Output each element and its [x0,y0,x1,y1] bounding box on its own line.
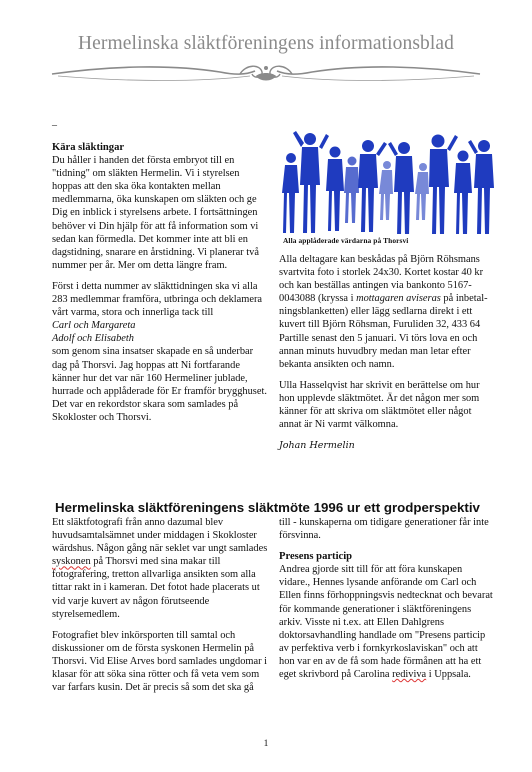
article-right-column [279,516,494,689]
page-number: 1 [263,739,269,749]
right-paragraph-2: Ulla Hasselqvist har skrivit en berättelse om hur hon upplevde släktmötet. Är det någon mer som känner för att skriva om släktmötet eller något annat är Ni varmt välkomna. [279,379,480,431]
intro-heading: Kära släktingar [52,142,125,153]
article-paragraph-2: Fotografiet blev inkörsporten till samtal och diskussioner om de första syskonen Hermelin på Thorsvi. Vid Elise Arves bord samlades ungdomar i klasar för att söka sina rötter och få veta vem som var farfars kusin. Det är precis så som det ska gå [52,629,268,694]
photo-caption: Alla applåderade värdarna på Thorsvi [283,236,409,245]
intro-column [52,141,267,424]
article-left-column [52,516,268,702]
subheading-presens-particip: Presens particip [279,551,353,563]
article-paragraph-1: Ett släktfotografi från anno dazumal blev huvudsamtalsämnet under middagen i Skokloster wärdshus. Någon gång när seklet var ungt samlades syskonen på Thorsvi med sina makar till fotografering, tretton allvarliga ansikten som alla tittar rakt in i kameran. Det fotot hade placerats ut vid varje kuvert av någon förutseende styrelsemedlem. [52,517,268,620]
intro-paragraph-2: Först i detta nummer av släkttidningen ska vi alla 283 medlemmar framföra, utbringa och deklamera vårt varma, stora och innerliga tack till [52,280,263,319]
intro-paragraph-3: som genom sina insatser skapade en så underbar dag på Thorsvi. Jag hoppas att Ni fortfarande känner hur det var när 160 Hermeliner jublade, hurrade och applåderade för Er framför brygghuset. Det var en rekordstor skara som samlades på Skokloster och Thorsvi. [52,346,267,423]
article-heading: Hermelinska släktföreningens släktmöte 1996 ur ett grodperspektiv [55,500,480,515]
right-column [279,253,494,460]
page-title: Hermelinska släktföreningens informationsblad [78,33,454,54]
intro-names-2: Adolf och Elisabeth [52,333,134,345]
article-right-paragraph-1: till - kunskaperna om tidigare generationer får inte försvinna. [279,517,489,542]
right-paragraph-1: Alla deltagare kan beskådas på Björn Röhsmans svartvita foto i storlek 24x30. Kortet kostar 40 kr och kan beställas antingen via bankonto 5167-0043088 (kryssa i mottagaren aviseras på inbetalningsblanketten) eller lägg sedlarna direkt i ett kuvert till Björn Röhsman, Furuliden 32, 433 64 Partille senast den 5 januari. Vi törs lova en och annan minuts huvudbry medan man letar efter bekanta ansikten och namn. [279,254,488,370]
separator-dash: – [52,120,57,131]
intro-paragraph-1: Du håller i handen det första embryot till en "tidning" om släkten Hermelin. Vi i styrelsen hoppas att den ska öka kontakten mellan medlemmarna, öka kunskapen om släkten och ge Dig en inblick i styrelsens arbete. I fortsättningen behöver vi Din hjälp för att få information som vi sedan kan förmedla. Det kommer inte att bli en dagstidning, snarare en årstidning. Vi planerar två nummer per år. Mer om detta längre fram. [52,155,259,271]
crowd-silhouette-icon [279,112,501,234]
intro-names-1: Carl och Margareta [52,320,136,332]
flourish-divider-icon [50,62,482,86]
article-right-paragraph-2: Andrea gjorde sitt till för att föra kunskapen vidare., Hennes lysande anförande om Carl och Ellen finns förhoppningsvis nedtecknat och bevarat för kommande generationer i släktföreningens arkiv. Visste ni t.ex. att Ellen Dahlgrens doktorsavhandling handlade om "Presens particip av perfektiva verb i fornkyrkoslaviskan" och att hon var en av de få som hade förmånen att ha ett eget skrivbord på Carolina rediviva i Uppsala. [279,564,493,681]
signature: Johan Hermelin [279,440,355,452]
